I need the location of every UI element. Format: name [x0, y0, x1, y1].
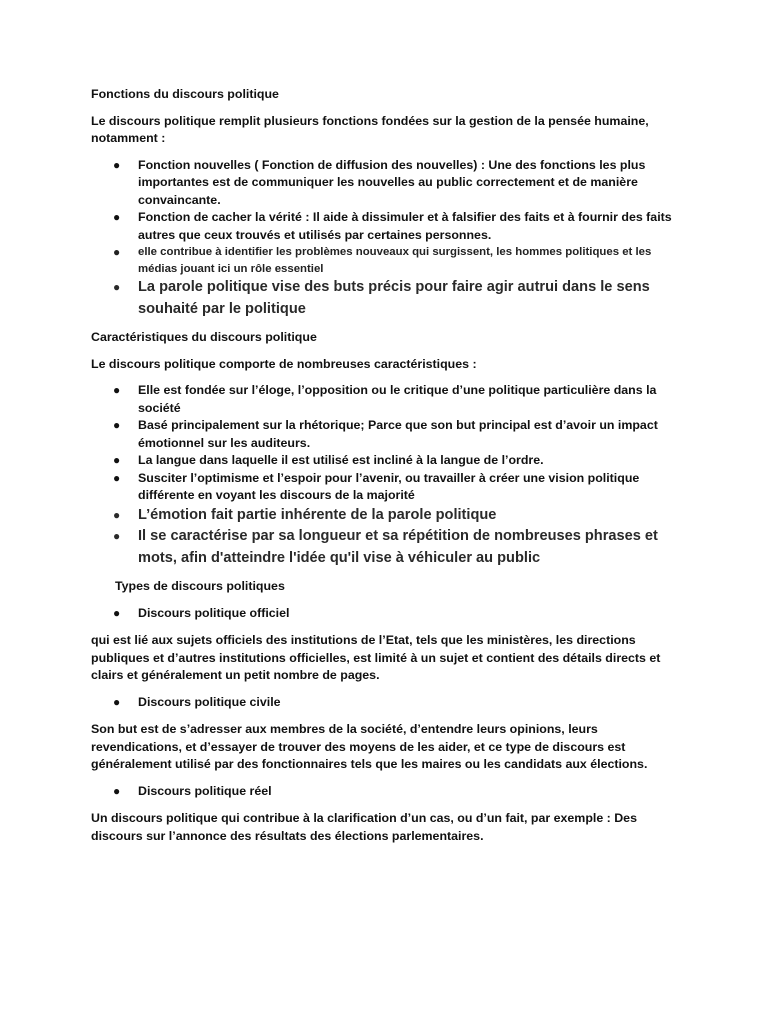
- type-reel-list: [91, 783, 682, 801]
- list-item: ● Discours politique civile: [91, 694, 682, 712]
- list-item: ● La langue dans laquelle il est utilisé est incliné à la langue de l’ordre.: [91, 452, 682, 470]
- type-civile-description: Son but est de s’adresser aux membres de la société, d’entendre leurs opinions, leurs revendications, et d’essayer de trouver des moyens de les aider, et ce type de discours est généralement utilisé par des fonctionnaires tels que les maires ou les candidats aux élections.: [91, 722, 648, 771]
- list-item: ● Fonction de cacher la vérité : Il aide à dissimuler et à falsifier des faits et à fournir des faits autres que ceux trouvés et utilisés par certaines personnes.: [113, 210, 672, 242]
- type-reel-description: Un discours politique qui contribue à la clarification d’un cas, ou d’un fait, par exemple : Des discours sur l’annonce des résultats des élections parlementaires.: [91, 811, 637, 843]
- list-item: ● L’émotion fait partie inhérente de la parole politique: [91, 505, 682, 527]
- bullet-icon: ●: [113, 694, 121, 709]
- list-item: ● Discours politique réel: [91, 783, 682, 801]
- bullet-icon: ●: [113, 280, 121, 294]
- bullet-icon: ●: [113, 453, 121, 467]
- list-item: ● Il se caractérise par sa longueur et sa répétition de nombreuses phrases et mots, afin d'atteindre l'idée qu'il vise à véhiculer au public: [113, 528, 658, 566]
- list-item: ● Susciter l’optimisme et l’espoir pour l’avenir, ou travailler à créer une vision politique différente en voyant les discours de la majorité: [113, 470, 640, 502]
- type-civile-list: [91, 694, 682, 712]
- bullet-icon: ●: [113, 245, 121, 259]
- bullet-icon: ●: [113, 157, 121, 172]
- list-item: ● Basé principalement sur la rhétorique; Parce que son but principal est d’avoir un impact émotionnel sur les auditeurs.: [113, 418, 658, 450]
- intro-fonctions: Le discours politique remplit plusieurs fonctions fondées sur la gestion de la pensée humaine, notamment :: [91, 113, 649, 145]
- bullet-icon: ●: [113, 605, 121, 620]
- section-heading-caracteristiques: Caractéristiques du discours politique: [91, 330, 317, 344]
- list-item: ● elle contribue à identifier les problèmes nouveaux qui surgissent, les hommes politiques et les médias jouant ici un rôle essentiel: [113, 245, 652, 275]
- list-item: ● Elle est fondée sur l’éloge, l’opposition ou le critique d’une politique particulière dans la société: [113, 383, 657, 415]
- bullet-icon: ●: [113, 783, 121, 798]
- caracteristiques-list: [91, 382, 682, 569]
- list-item: ● Discours politique officiel: [91, 605, 682, 623]
- bullet-icon: ●: [113, 507, 121, 522]
- type-officiel-list: [91, 605, 682, 623]
- bullet-icon: ●: [113, 470, 121, 485]
- list-item: ● Fonction nouvelles ( Fonction de diffusion des nouvelles) : Une des fonctions les plus importantes est de communiquer les nouvelles au public correctement et de manière convaincante.: [113, 157, 646, 207]
- section-heading-types: Types de discours politiques: [115, 579, 285, 593]
- bullet-icon: ●: [113, 383, 121, 397]
- bullet-icon: ●: [113, 418, 121, 432]
- section-heading-fonctions: Fonctions du discours politique: [91, 87, 279, 101]
- fonctions-list: [91, 157, 682, 321]
- list-item: ● La parole politique vise des buts précis pour faire agir autrui dans le sens souhaité par le politique: [113, 279, 650, 317]
- intro-caracteristiques: Le discours politique comporte de nombreuses caractéristiques :: [91, 356, 477, 371]
- bullet-icon: ●: [113, 210, 121, 224]
- bullet-icon: ●: [113, 529, 121, 543]
- type-officiel-description: qui est lié aux sujets officiels des institutions de l’Etat, tels que les ministères, les directions publiques et d’autres institutions officielles, est limité à un sujet et contient des détails directs et clairs et généralement un petit nombre de pages.: [91, 633, 661, 682]
